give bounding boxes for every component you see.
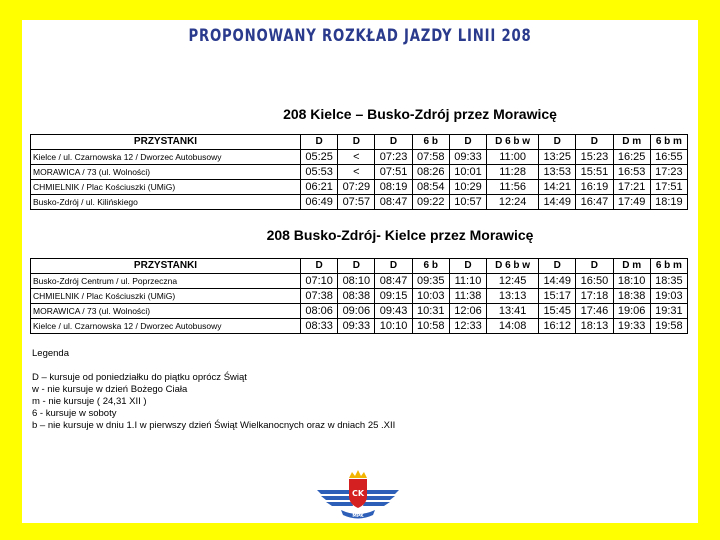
departure-time-cell: 11:38 — [449, 289, 486, 304]
departure-time-cell: 14:49 — [539, 195, 576, 210]
departure-time-cell: 08:19 — [375, 180, 412, 195]
svg-text:CK: CK — [351, 489, 365, 498]
svg-text:MPK: MPK — [352, 514, 364, 519]
departure-time-cell: 06:21 — [301, 180, 338, 195]
departure-time-cell: 16:47 — [576, 195, 613, 210]
departure-time-cell: 08:33 — [301, 319, 338, 334]
departure-time-cell: 05:25 — [301, 150, 338, 165]
departure-time-cell: 11:00 — [487, 150, 539, 165]
column-header: D 6 b w — [487, 135, 539, 150]
legend-item: b – nie kursuje w dniu 1.I w pierwszy dzień Świąt Wielkanocnych oraz w dniach 25 .XII — [32, 420, 396, 431]
departure-time-cell: 16:12 — [539, 319, 576, 334]
table-header-row — [31, 135, 688, 150]
stop-name-cell: Kielce / ul. Czarnowska 12 / Dworzec Autobusowy — [31, 319, 301, 334]
stop-name-cell: MORAWICA / 73 (ul. Wolności) — [31, 165, 301, 180]
column-header: D — [449, 259, 486, 274]
table-row — [31, 165, 688, 180]
departure-time-cell: 13:25 — [539, 150, 576, 165]
legend-title: Legenda — [32, 348, 69, 359]
departure-time-cell: 07:23 — [375, 150, 412, 165]
table-row — [31, 304, 688, 319]
stop-name-cell: Busko-Zdrój Centrum / ul. Poprzeczna — [31, 274, 301, 289]
departure-time-cell: 19:58 — [650, 319, 687, 334]
column-header-stops: PRZYSTANKI — [31, 259, 301, 274]
column-header: D — [539, 135, 576, 150]
departure-time-cell: 18:19 — [650, 195, 687, 210]
departure-time-cell: 15:45 — [539, 304, 576, 319]
departure-time-cell: 17:21 — [613, 180, 650, 195]
departure-time-cell: 12:33 — [449, 319, 486, 334]
departure-time-cell: 09:15 — [375, 289, 412, 304]
column-header: D — [449, 135, 486, 150]
column-header: 6 b m — [650, 135, 687, 150]
table-row — [31, 289, 688, 304]
legend-item: D – kursuje od poniedziałku do piątku oprócz Świąt — [32, 372, 247, 383]
column-header: D — [301, 259, 338, 274]
departure-time-cell: 14:21 — [539, 180, 576, 195]
departure-time-cell: 07:58 — [412, 150, 449, 165]
stop-name-cell: CHMIELNIK / Plac Kościuszki (UMiG) — [31, 180, 301, 195]
departure-time-cell: 13:41 — [487, 304, 539, 319]
departure-time-cell: 10:29 — [449, 180, 486, 195]
departure-time-cell: 12:24 — [487, 195, 539, 210]
departure-time-cell: 07:29 — [338, 180, 375, 195]
column-header: D — [576, 259, 613, 274]
departure-time-cell: 08:06 — [301, 304, 338, 319]
departure-time-cell: 12:45 — [487, 274, 539, 289]
departure-time-cell: 09:43 — [375, 304, 412, 319]
legend — [32, 348, 395, 432]
departure-time-cell: < — [338, 150, 375, 165]
departure-time-cell: 11:28 — [487, 165, 539, 180]
departure-time-cell: 14:08 — [487, 319, 539, 334]
departure-time-cell: 17:51 — [650, 180, 687, 195]
departure-time-cell: 10:01 — [449, 165, 486, 180]
timetable-sheet — [22, 20, 698, 523]
stop-name-cell: Busko-Zdrój / ul. Kilińskiego — [31, 195, 301, 210]
departure-time-cell: 19:31 — [650, 304, 687, 319]
departure-time-cell: 16:55 — [650, 150, 687, 165]
departure-time-cell: 15:51 — [576, 165, 613, 180]
departure-time-cell: 10:10 — [375, 319, 412, 334]
table-row — [31, 274, 688, 289]
column-header: D m — [613, 259, 650, 274]
route-title-outbound: 208 Kielce – Busko-Zdrój przez Morawicę — [283, 106, 557, 122]
departure-time-cell: 19:06 — [613, 304, 650, 319]
departure-time-cell: 08:47 — [375, 195, 412, 210]
departure-time-cell: 16:25 — [613, 150, 650, 165]
departure-time-cell: 09:06 — [338, 304, 375, 319]
table-row — [31, 180, 688, 195]
column-header: D — [301, 135, 338, 150]
column-header-stops: PRZYSTANKI — [31, 135, 301, 150]
column-header: D — [539, 259, 576, 274]
departure-time-cell: 11:10 — [449, 274, 486, 289]
departure-time-cell: 15:17 — [539, 289, 576, 304]
departure-time-cell: 09:33 — [338, 319, 375, 334]
departure-time-cell: 08:26 — [412, 165, 449, 180]
departure-time-cell: 09:33 — [449, 150, 486, 165]
table-header-row — [31, 259, 688, 274]
departure-time-cell: 16:50 — [576, 274, 613, 289]
document-title: PROPONOWANY ROZKŁAD JAZDY LINII 208 — [188, 26, 532, 46]
departure-time-cell: 17:18 — [576, 289, 613, 304]
column-header: D — [576, 135, 613, 150]
departure-time-cell: 17:23 — [650, 165, 687, 180]
stop-name-cell: MORAWICA / 73 (ul. Wolności) — [31, 304, 301, 319]
departure-time-cell: 06:49 — [301, 195, 338, 210]
table-row — [31, 195, 688, 210]
departure-time-cell: 10:58 — [412, 319, 449, 334]
departure-time-cell: 19:03 — [650, 289, 687, 304]
column-header: D m — [613, 135, 650, 150]
departure-time-cell: 11:56 — [487, 180, 539, 195]
timetable-return — [30, 258, 688, 334]
departure-time-cell: < — [338, 165, 375, 180]
legend-item: 6 - kursuje w soboty — [32, 408, 117, 419]
column-header: 6 b — [412, 135, 449, 150]
departure-time-cell: 07:51 — [375, 165, 412, 180]
column-header: 6 b — [412, 259, 449, 274]
departure-time-cell: 08:10 — [338, 274, 375, 289]
departure-time-cell: 07:57 — [338, 195, 375, 210]
departure-time-cell: 17:49 — [613, 195, 650, 210]
departure-time-cell: 18:13 — [576, 319, 613, 334]
departure-time-cell: 13:53 — [539, 165, 576, 180]
route-title-return: 208 Busko-Zdrój- Kielce przez Morawicę — [266, 227, 534, 243]
departure-time-cell: 07:38 — [301, 289, 338, 304]
departure-time-cell: 10:31 — [412, 304, 449, 319]
legend-item: m - nie kursuje ( 24,31 XII ) — [32, 396, 147, 407]
table-row — [31, 150, 688, 165]
departure-time-cell: 16:19 — [576, 180, 613, 195]
departure-time-cell: 09:35 — [412, 274, 449, 289]
stop-name-cell: CHMIELNIK / Plac Kościuszki (UMiG) — [31, 289, 301, 304]
column-header: D 6 b w — [487, 259, 539, 274]
departure-time-cell: 17:46 — [576, 304, 613, 319]
departure-time-cell: 18:10 — [613, 274, 650, 289]
departure-time-cell: 16:53 — [613, 165, 650, 180]
departure-time-cell: 08:54 — [412, 180, 449, 195]
table-row — [31, 319, 688, 334]
departure-time-cell: 09:22 — [412, 195, 449, 210]
departure-time-cell: 08:47 — [375, 274, 412, 289]
departure-time-cell: 18:35 — [650, 274, 687, 289]
departure-time-cell: 12:06 — [449, 304, 486, 319]
column-header: 6 b m — [650, 259, 687, 274]
column-header: D — [338, 259, 375, 274]
legend-item: w - nie kursuje w dzień Bożego Ciała — [32, 384, 188, 395]
column-header: D — [375, 135, 412, 150]
column-header: D — [338, 135, 375, 150]
departure-time-cell: 05:53 — [301, 165, 338, 180]
timetable-outbound — [30, 134, 688, 210]
departure-time-cell: 15:23 — [576, 150, 613, 165]
departure-time-cell: 18:38 — [613, 289, 650, 304]
departure-time-cell: 14:49 — [539, 274, 576, 289]
departure-time-cell: 07:10 — [301, 274, 338, 289]
column-header: D — [375, 259, 412, 274]
departure-time-cell: 13:13 — [487, 289, 539, 304]
departure-time-cell: 10:03 — [412, 289, 449, 304]
departure-time-cell: 10:57 — [449, 195, 486, 210]
departure-time-cell: 19:33 — [613, 319, 650, 334]
mpk-kielce-logo-icon — [313, 468, 403, 520]
departure-time-cell: 08:38 — [338, 289, 375, 304]
stop-name-cell: Kielce / ul. Czarnowska 12 / Dworzec Autobusowy — [31, 150, 301, 165]
